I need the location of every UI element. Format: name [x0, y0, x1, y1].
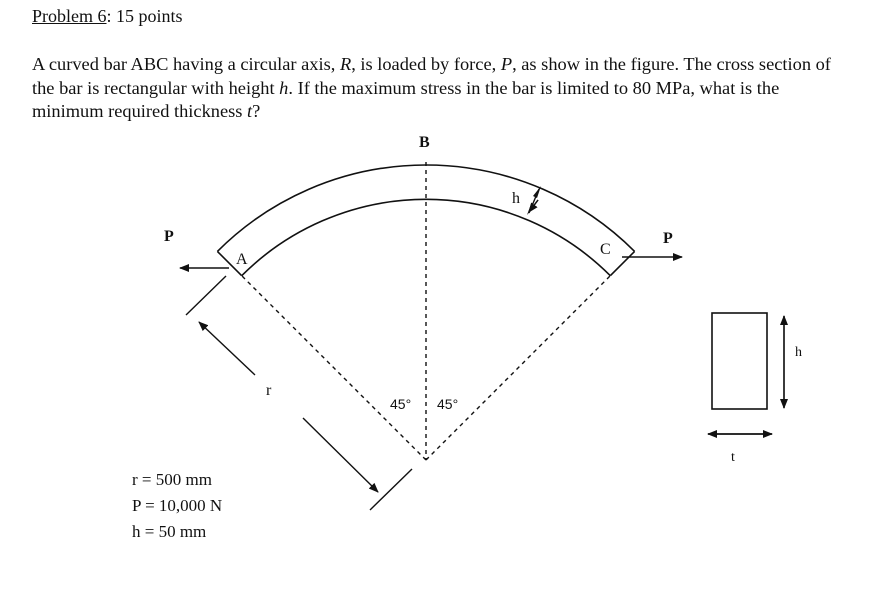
statement-var-p: P: [500, 54, 513, 74]
force-right-label: P: [663, 230, 673, 247]
given-height: h = 50 mm: [132, 522, 207, 541]
statement-var-t: t: [247, 101, 253, 121]
cross-section-rect: [712, 313, 767, 409]
statement-text: ?: [252, 101, 261, 121]
statement-var-h: h: [279, 77, 289, 98]
statement-text: , is loaded by force,: [351, 54, 501, 74]
angle-right-label: 45°: [437, 396, 459, 412]
point-b-label: B: [419, 134, 430, 151]
force-left-label: P: [164, 228, 174, 245]
statement-text: A curved bar ABC having a circular axis,: [32, 54, 340, 74]
radius-extension-top: [186, 276, 226, 315]
problem-points: : 15 points: [106, 6, 183, 26]
point-c-label: C: [600, 241, 611, 258]
bar-outer-arc: [217, 165, 634, 251]
radius-line-right: [426, 276, 610, 460]
point-a-label: A: [236, 251, 248, 268]
section-height-label: h: [795, 345, 802, 360]
radius-arrow-upper: [199, 322, 255, 375]
statement-text: , as show in the figure. The cross section of the bar is rectangular with height: [32, 54, 831, 98]
given-radius: r = 500 mm: [132, 470, 212, 489]
section-thickness-label: t: [731, 450, 735, 465]
bar-end-c: [610, 251, 634, 275]
radius-line-left: [242, 276, 426, 460]
problem-number: Problem 6: [32, 6, 107, 26]
statement-var-r: R: [339, 54, 352, 74]
given-force: P = 10,000 N: [132, 496, 223, 515]
statement-text: . If the maximum stress in the bar is limited to 80 MPa, what is the minimum required thickness: [32, 77, 780, 121]
bar-height-label: h: [512, 190, 520, 207]
radius-label: r: [266, 382, 272, 399]
angle-left-label: 45°: [390, 396, 412, 412]
radius-arrow-lower: [303, 418, 378, 492]
